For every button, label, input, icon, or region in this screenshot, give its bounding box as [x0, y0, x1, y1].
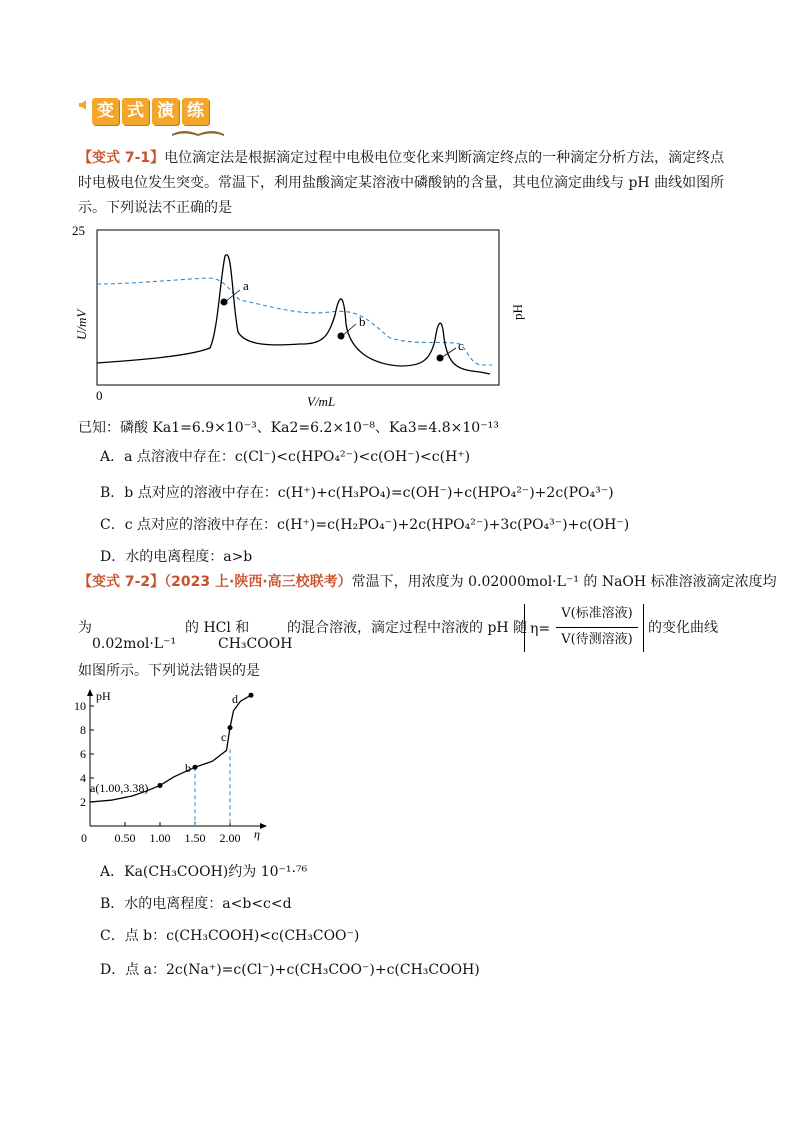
q1-label-c: c — [458, 338, 464, 353]
q2-stem-b5: 的混合溶液，滴定过程中溶液的 pH 随 — [287, 620, 528, 636]
q1-stem-1: 电位滴定法是根据滴定过程中电极电位变化来判断滴定终点的一种滴定分析方法，滴定终点 — [164, 150, 725, 166]
banner-char-2: 式 — [122, 98, 149, 125]
banner-char-3: 演 — [152, 98, 179, 125]
q2-label-a: a(1.00,3.38) — [90, 781, 149, 795]
q2-y-tick-label: 2 — [80, 795, 86, 809]
q2-y-tick-label: 10 — [74, 699, 86, 713]
q1-label-a: a — [243, 278, 249, 293]
q1-origin-label: 0 — [96, 388, 103, 403]
q2-x-tick-label: 1.50 — [184, 831, 206, 845]
speaker-icon — [78, 99, 90, 111]
q1-option-a: A．a 点溶液中存在：c(Cl⁻)<c(HPO₄²⁻)<c(OH⁻)<c(H⁺) — [100, 449, 471, 465]
q1-stem-2: 时电极电位发生突变。常温下，利用盐酸滴定某溶液中磷酸钠的含量，其电位滴定曲线与 pH 曲线如图所 — [78, 175, 725, 191]
q2-point-a — [158, 783, 163, 788]
q1-point-a — [221, 299, 228, 306]
q2-eta-symbol: η= — [530, 621, 551, 637]
q1-point-b — [338, 333, 345, 340]
q1-stem-3: 示。下列说法不正确的是 — [78, 200, 232, 216]
q1-point-c — [437, 355, 444, 362]
q2-option-b: B．水的电离程度：a<b<c<d — [100, 896, 292, 912]
q2-stem-b4: CH₃COOH — [218, 636, 293, 652]
q2-label-b: b — [185, 761, 191, 775]
q2-y-tick-label: 6 — [80, 747, 86, 761]
q2-point-d — [249, 693, 254, 698]
q1-label-b: b — [359, 314, 366, 329]
q2-y-label: pH — [96, 689, 111, 703]
q1-option-d: D．水的电离程度：a>b — [100, 549, 253, 565]
q1-y-top-label: 25 — [72, 223, 85, 238]
q2-stem-c: 如图所示。下列说法错误的是 — [78, 663, 260, 679]
q2-y-tick-label: 4 — [80, 771, 86, 785]
q2-point-c — [228, 725, 233, 730]
q2-eta-numerator: V(标准溶液) — [561, 606, 633, 621]
q2-line1 — [78, 572, 777, 592]
q2-x-tick-label: 2.00 — [219, 831, 241, 845]
q2-label-c: c — [221, 730, 227, 744]
q1-potential-curve — [97, 255, 490, 374]
q1-ph-curve — [97, 278, 492, 365]
q2-eta-fraction-bar — [556, 627, 638, 628]
q2-ph-chart — [70, 686, 280, 856]
banner-char-4: 练 — [182, 98, 209, 125]
q1-option-b: B．b 点对应的溶液中存在：c(H⁺)+c(H₃PO₄)=c(OH⁻)+c(HPO₄²⁻)+2c(PO₄³⁻) — [100, 485, 614, 501]
book-icon — [170, 126, 226, 138]
q1-right-axis-label: pH — [510, 304, 525, 320]
q1-x-axis-label: V/mL — [307, 394, 336, 409]
q2-option-d: D．点 a：2c(Na⁺)=c(Cl⁻)+c(CH₃COO⁻)+c(CH₃COOH) — [100, 962, 480, 978]
q2-tag: 【变式 7-2】 — [78, 574, 165, 590]
q1-chart-frame — [97, 230, 499, 385]
q2-x-tick-label: 1.00 — [149, 831, 171, 845]
q2-stem-b2: 0.02mol·L⁻¹ — [92, 636, 177, 652]
section-banner — [78, 98, 212, 125]
q2-stem-b1: 为 — [78, 620, 92, 636]
banner-char-1: 变 — [92, 98, 119, 125]
q2-option-a: A．Ka(CH₃COOH)约为 10⁻¹·⁷⁶ — [100, 864, 308, 880]
q2-point-b — [193, 765, 198, 770]
q2-x-tick-label: 0.50 — [114, 831, 136, 845]
q2-label-d: d — [232, 692, 238, 706]
q2-x-label: η — [254, 827, 260, 841]
q2-x-tick-label: 0 — [81, 831, 87, 845]
q1-known: 已知：磷酸 Ka1=6.9×10⁻³、Ka2=6.2×10⁻⁸、Ka3=4.8×10⁻¹³ — [78, 420, 499, 436]
q2-option-c: C．点 b：c(CH₃COOH)<c(CH₃COO⁻) — [100, 928, 360, 944]
q2-y-tick-label: 8 — [80, 723, 86, 737]
q2-stem-b6: 的变化曲线 — [648, 620, 718, 636]
q2-source: （2023 上·陕西·高三校联考） — [164, 574, 352, 590]
q1-titration-chart — [60, 220, 540, 416]
q2-line2 — [78, 618, 92, 638]
q1-y-axis-label: U/mV — [74, 309, 89, 340]
q1-line1 — [78, 148, 724, 168]
q2-stem-b3: 的 HCl 和 — [185, 620, 250, 636]
q2-eta-denominator: V(待测溶液) — [561, 632, 633, 647]
q1-option-c: C．c 点对应的溶液中存在：c(H⁺)=c(H₂PO₄⁻)+2c(HPO₄²⁻)+3c(PO₄³⁻)+c(OH⁻) — [100, 517, 630, 533]
q1-tag: 【变式 7-1】 — [78, 150, 165, 166]
q2-stem-a: 常温下，用浓度为 0.02000mol·L⁻¹ 的 NaOH 标准溶液滴定浓度均 — [351, 574, 777, 590]
